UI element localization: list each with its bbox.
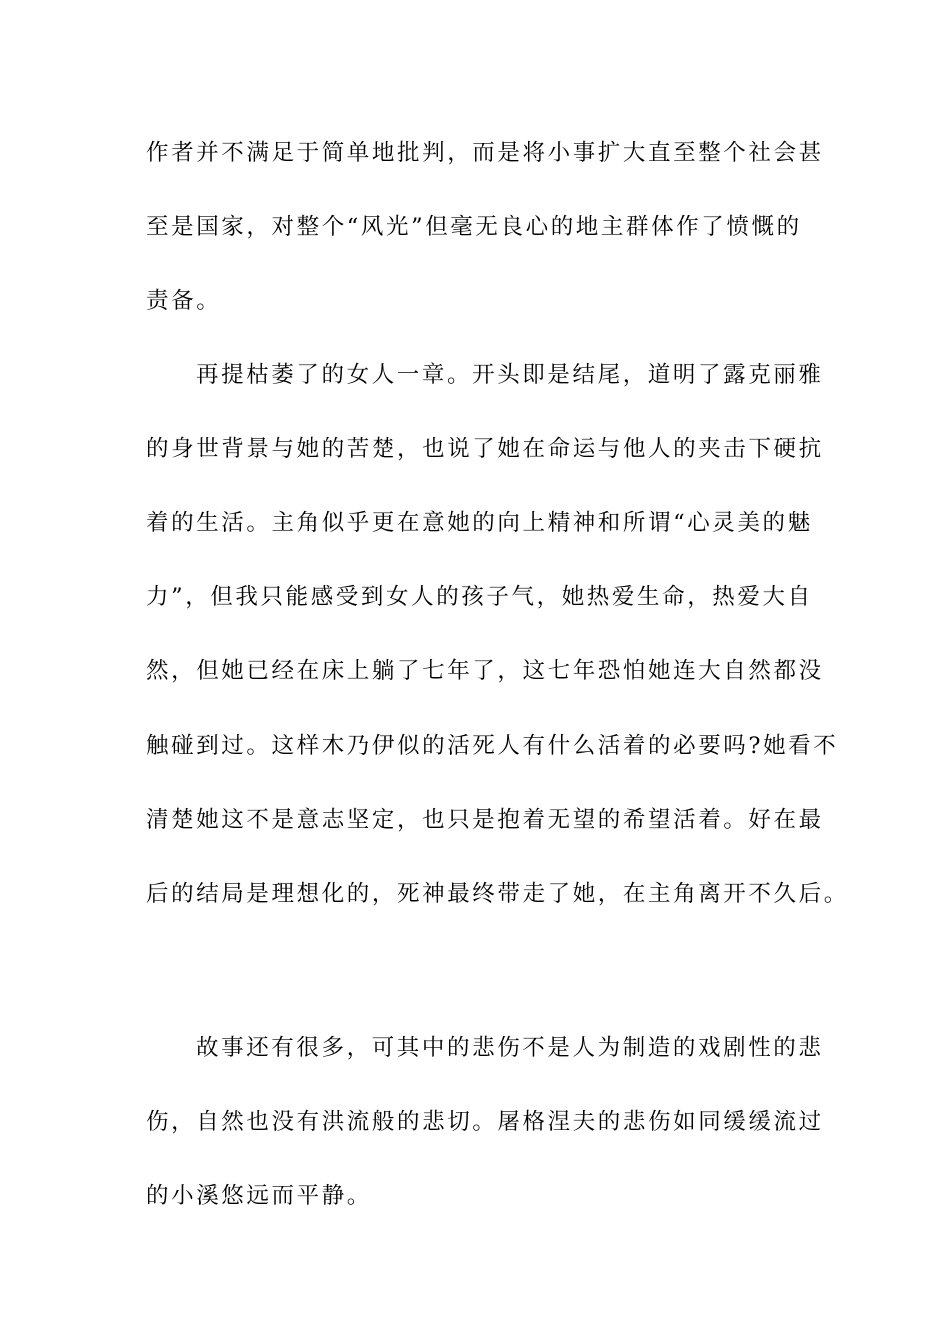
paragraph-2-line-6: 触碰到过。这样木乃伊似的活死人有什么活着的必要吗?她看不 <box>146 733 839 759</box>
paragraph-3-line-1: 故事还有很多，可其中的悲伤不是人为制造的戏剧性的悲 <box>196 1035 824 1061</box>
paragraph-2-line-5: 然，但她已经在床上躺了七年了，这七年恐怕她连大自然都没 <box>146 658 824 684</box>
paragraph-1-line-2: 至是国家，对整个“风光”但毫无良心的地主群体作了愤慨的 <box>146 214 802 240</box>
paragraph-2-line-2: 的身世背景与她的苦楚，也说了她在命运与他人的夹击下硬抗 <box>146 436 824 462</box>
paragraph-2-line-4: 力”，但我只能感受到女人的孩子气，她热爱生命，热爱大自 <box>146 584 813 610</box>
paragraph-2-line-7: 清楚她这不是意志坚定，也只是抱着无望的希望活着。好在最 <box>146 807 824 833</box>
paragraph-2-line-1: 再提枯萎了的女人一章。开头即是结尾，道明了露克丽雅 <box>196 362 824 388</box>
paragraph-2-line-8: 后的结局是理想化的，死神最终带走了她，在主角离开不久后。 <box>146 881 849 907</box>
paragraph-1-line-3: 责备。 <box>146 288 222 314</box>
paragraph-3-line-3: 的小溪悠远而平静。 <box>146 1183 372 1209</box>
paragraph-3-line-2: 伤，自然也没有洪流般的悲切。屠格涅夫的悲伤如同缓缓流过 <box>146 1109 824 1135</box>
paragraph-2-line-3: 着的生活。主角似乎更在意她的向上精神和所谓“心灵美的魅 <box>146 510 813 536</box>
paragraph-1-line-1: 作者并不满足于简单地批判，而是将小事扩大直至整个社会甚 <box>146 140 824 166</box>
